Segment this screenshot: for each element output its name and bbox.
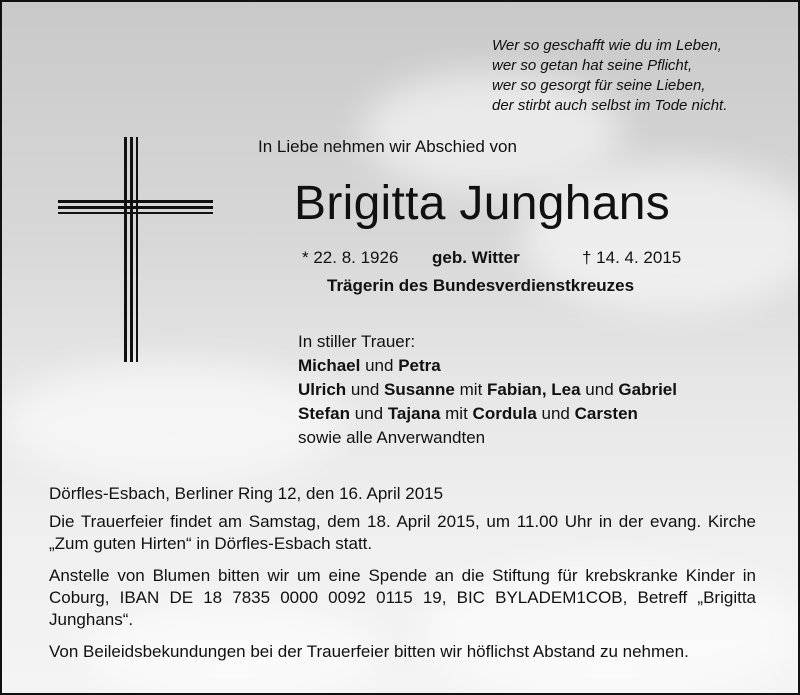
honor-title: Trägerin des Bundesverdienstkreuzes — [327, 276, 635, 295]
maiden-name: geb. Witter — [432, 248, 520, 267]
mourners-closing: sowie alle Anverwandten — [298, 428, 486, 447]
cross-icon — [58, 137, 213, 362]
memorial-poem — [492, 36, 782, 116]
intro-text: In Liebe nehmen wir Abschied von — [258, 137, 517, 156]
deceased-name: Brigitta Junghans — [294, 177, 670, 230]
life-dates — [302, 248, 682, 268]
funeral-info: Die Trauerfeier findet am Samstag, dem 18. April 2015, um 11.00 Uhr in der evang. Kirche „Zum guten Hirten“ in Dörfles-Esbach statt. — [49, 512, 756, 553]
poem-line: der stirbt auch selbst im Tode nicht. — [492, 97, 728, 114]
mourners-list — [298, 330, 677, 450]
mourners-heading: In stiller Trauer: — [298, 332, 416, 351]
poem-line: wer so getan hat seine Pflicht, — [492, 57, 693, 74]
death-date: † 14. 4. 2015 — [582, 248, 682, 267]
birth-date: * 22. 8. 1926 — [302, 248, 399, 267]
condolence-note: Von Beileidsbekundungen bei der Trauerfeier bitten wir höflichst Abstand zu nehmen. — [49, 642, 689, 661]
poem-line: wer so gesorgt für seine Lieben, — [492, 77, 706, 94]
notice-body — [49, 483, 756, 663]
mourner-line: Stefan und Tajana mit Cordula und Carsten — [298, 404, 638, 423]
place-date: Dörfles-Esbach, Berliner Ring 12, den 16. April 2015 — [49, 484, 444, 503]
mourner-line: Michael und Petra — [298, 356, 441, 375]
poem-line: Wer so geschafft wie du im Leben, — [492, 37, 722, 54]
donation-request: Anstelle von Blumen bitten wir um eine Spende an die Stiftung für krebskranke Kinder in Coburg, IBAN DE 18 7835 0000 0092 0115 19, BIC BYLADEM1COB, Betreff „Brigitta Junghans“. — [49, 566, 756, 629]
cloud-decoration — [2, 362, 342, 482]
mourner-line: Ulrich und Susanne mit Fabian, Lea und Gabriel — [298, 380, 677, 399]
